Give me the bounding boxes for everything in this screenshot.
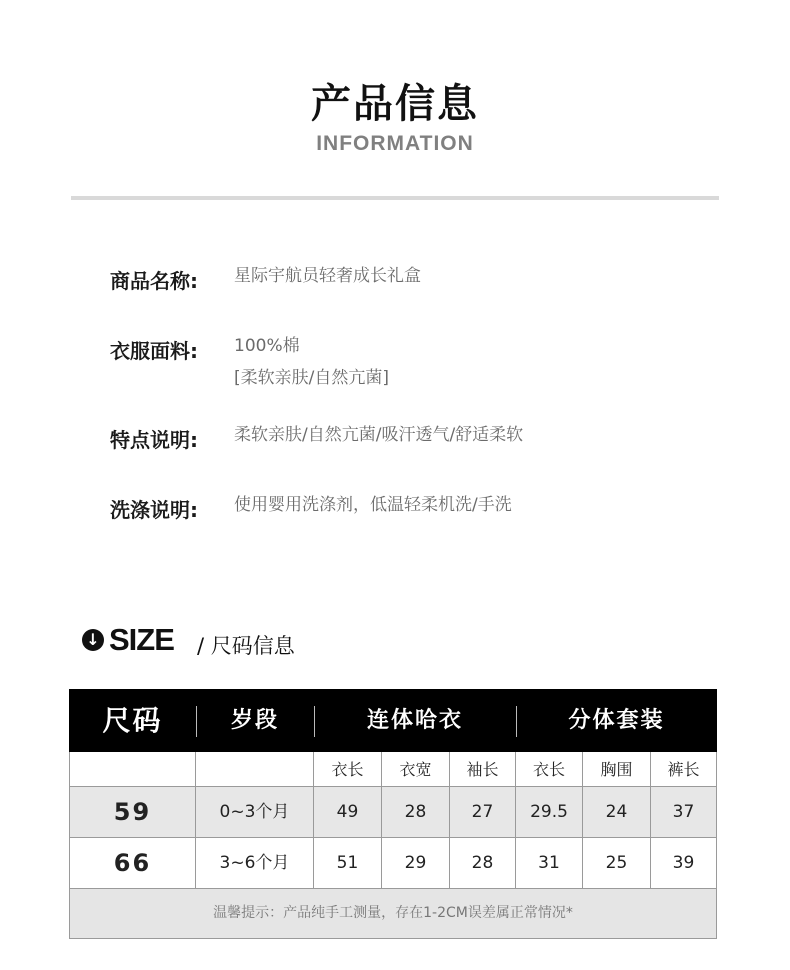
table-cell: 51 [314, 838, 382, 889]
size-cell: 59 [69, 787, 196, 838]
info-label: 商品名称: [110, 269, 198, 293]
header-romper: 连体哈衣 [366, 708, 463, 733]
page-subtitle: INFORMATION [316, 132, 474, 155]
subheader-cell: 衣宽 [382, 752, 450, 787]
info-value: 星际宇航员轻奢成长礼盒 [234, 266, 421, 286]
table-cell: 27 [450, 787, 516, 838]
age-cell: 0~3个月 [196, 787, 314, 838]
table-cell: 49 [314, 787, 382, 838]
table-cell: 37 [651, 787, 717, 838]
table-cell: 31 [516, 838, 583, 889]
table-cell: 28 [450, 838, 516, 889]
info-value: 100%棉 [234, 336, 300, 356]
page-title: 产品信息 [311, 81, 479, 127]
header-set: 分体套装 [568, 708, 665, 733]
table-cell: 28 [382, 787, 450, 838]
header-age: 岁段 [230, 708, 279, 733]
table-cell: 39 [651, 838, 717, 889]
table-cell: 25 [583, 838, 651, 889]
subheader-cell: 衣长 [314, 752, 382, 787]
subheader-cell: 衣长 [516, 752, 583, 787]
subheader-cell: 裤长 [651, 752, 717, 787]
table-header [69, 689, 717, 752]
age-cell: 3~6个月 [196, 838, 314, 889]
table-cell: 29 [382, 838, 450, 889]
size-subtitle: / 尺码信息 [197, 634, 295, 658]
info-label: 特点说明: [110, 428, 198, 452]
info-label: 洗涤说明: [110, 498, 198, 522]
size-title: SIZE [109, 622, 174, 657]
subheader-cell: 袖长 [450, 752, 516, 787]
header-size: 尺码 [102, 704, 163, 737]
subheader-cell: 胸围 [583, 752, 651, 787]
table-cell [69, 752, 196, 787]
info-value-secondary: [柔软亲肤/自然亢菌] [234, 368, 389, 388]
arrow-down-circle-icon: ↓ [82, 629, 104, 651]
measurement-note: 温馨提示：产品纯手工测量，存在1-2CM误差属正常情况* [69, 889, 717, 939]
table-cell: 29.5 [516, 787, 583, 838]
info-value: 使用婴用洗涤剂，低温轻柔机洗/手洗 [234, 495, 512, 515]
info-value: 柔软亲肤/自然亢菌/吸汗透气/舒适柔软 [234, 425, 524, 445]
size-cell: 66 [69, 838, 196, 889]
table-cell: 24 [583, 787, 651, 838]
size-table [69, 689, 717, 939]
divider [71, 196, 719, 200]
info-label: 衣服面料: [110, 339, 198, 363]
table-cell [196, 752, 314, 787]
